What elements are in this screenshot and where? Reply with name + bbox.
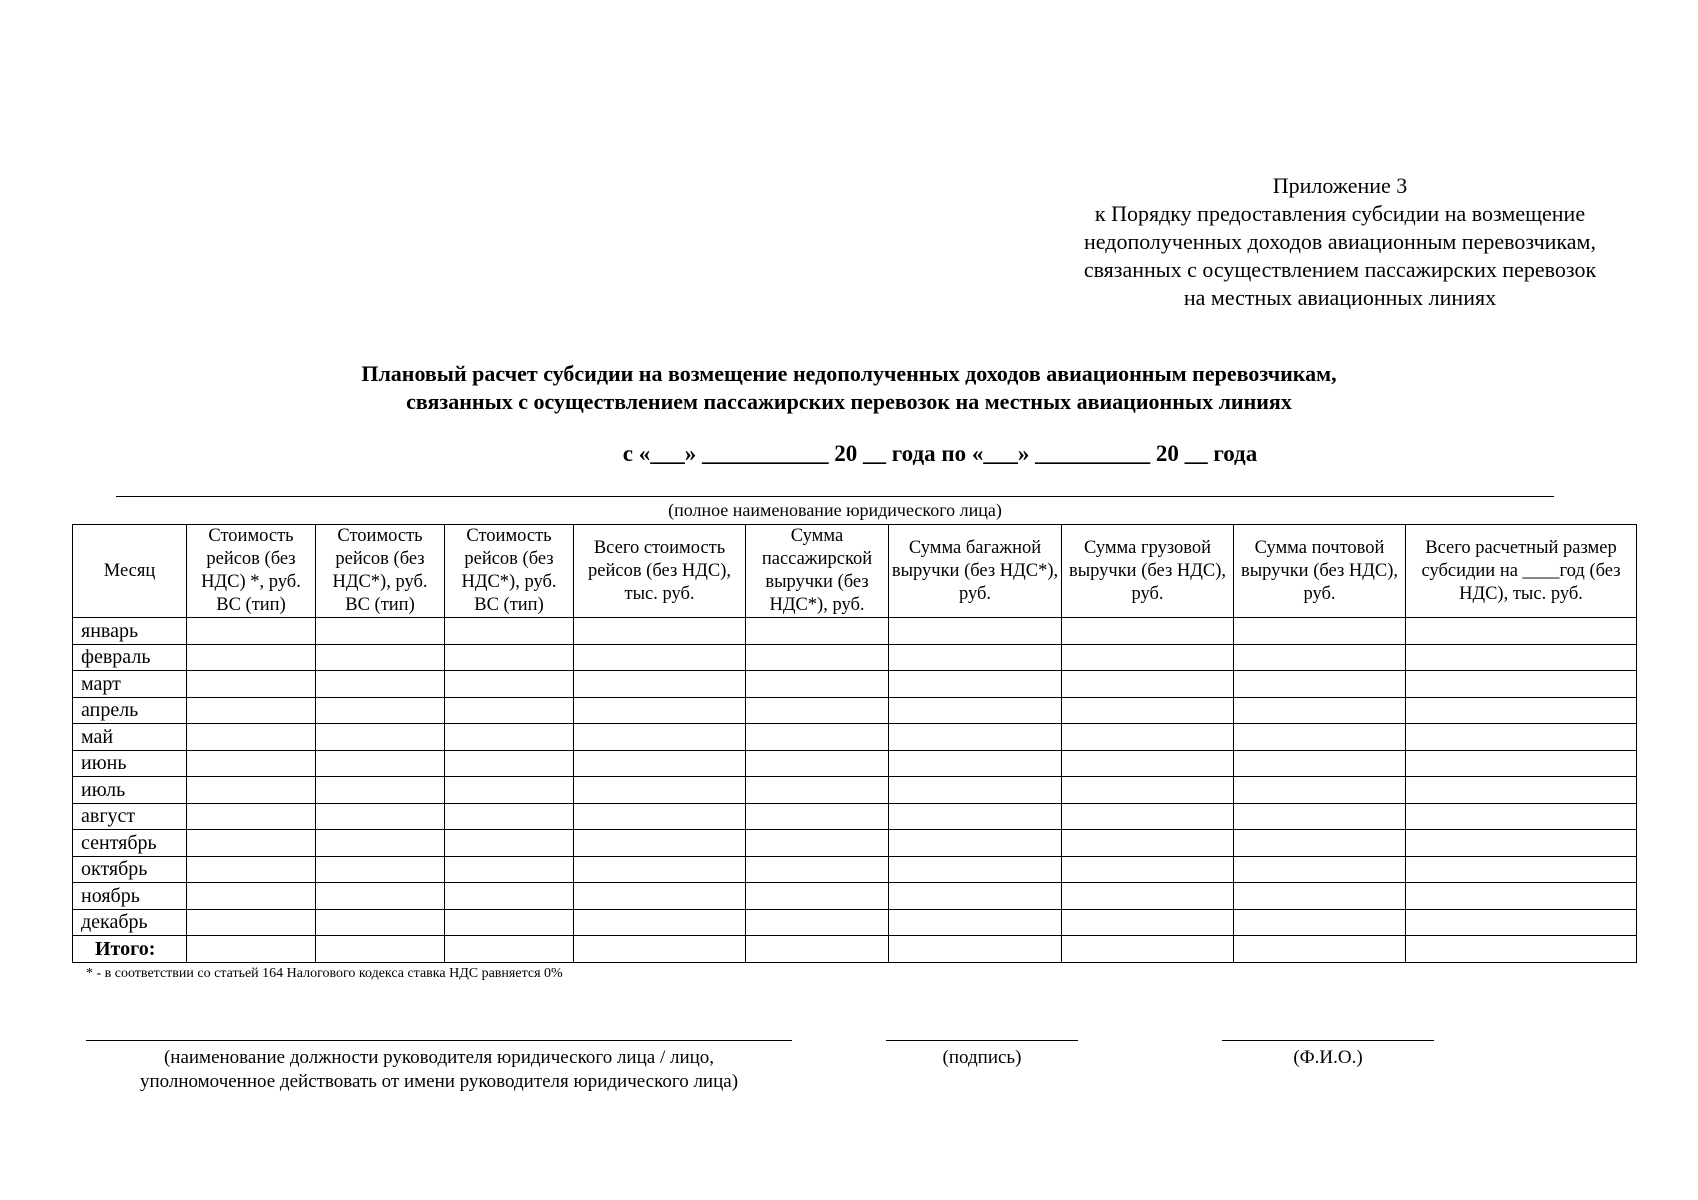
input-cell[interactable] xyxy=(187,644,316,671)
month-cell: апрель xyxy=(73,697,187,724)
header-cost-3: Стоимость рейсов (без НДС*), руб. ВС (тип) xyxy=(445,525,574,618)
input-cell[interactable] xyxy=(187,883,316,910)
input-cell[interactable] xyxy=(1062,750,1234,777)
input-cell[interactable] xyxy=(1406,909,1637,936)
position-signature-line xyxy=(86,1040,792,1041)
month-cell: февраль xyxy=(73,644,187,671)
input-cell[interactable] xyxy=(1234,671,1406,698)
input-cell[interactable] xyxy=(187,750,316,777)
input-cell[interactable] xyxy=(1234,618,1406,645)
input-cell[interactable] xyxy=(187,936,316,963)
total-label: Итого: xyxy=(73,936,187,963)
input-cell[interactable] xyxy=(1406,618,1637,645)
input-cell[interactable] xyxy=(889,724,1062,751)
signature-line xyxy=(886,1040,1078,1041)
period-line: с «___» ___________ 20 __ года по «___» __________ 20 __ года xyxy=(622,441,1258,466)
month-cell: январь xyxy=(73,618,187,645)
input-cell[interactable] xyxy=(1062,803,1234,830)
input-cell[interactable] xyxy=(316,936,445,963)
header-baggage-revenue: Сумма багажной выручки (без НДС*), руб. xyxy=(889,525,1062,618)
month-cell: октябрь xyxy=(73,856,187,883)
input-cell[interactable] xyxy=(1062,671,1234,698)
input-cell[interactable] xyxy=(316,644,445,671)
month-cell: март xyxy=(73,671,187,698)
table-row xyxy=(73,644,1637,671)
appendix-line: на местных авиационных линиях xyxy=(1183,285,1497,310)
input-cell[interactable] xyxy=(889,671,1062,698)
input-cell[interactable] xyxy=(1234,644,1406,671)
input-cell[interactable] xyxy=(187,671,316,698)
input-cell[interactable] xyxy=(187,777,316,804)
input-cell[interactable] xyxy=(187,697,316,724)
input-cell[interactable] xyxy=(746,724,889,751)
input-cell[interactable] xyxy=(1062,936,1234,963)
signature-caption: (подпись) xyxy=(942,1047,1022,1068)
table-row xyxy=(73,883,1637,910)
input-cell[interactable] xyxy=(1062,697,1234,724)
input-cell[interactable] xyxy=(1234,830,1406,857)
position-caption xyxy=(86,1046,792,1094)
document-title xyxy=(0,360,1698,416)
table-row xyxy=(73,618,1637,645)
input-cell[interactable] xyxy=(187,724,316,751)
appendix-block xyxy=(1040,172,1640,312)
input-cell[interactable] xyxy=(1062,909,1234,936)
position-caption-line-2: уполномоченное действовать от имени руководителя юридического лица) xyxy=(139,1071,739,1092)
input-cell[interactable] xyxy=(574,883,746,910)
input-cell[interactable] xyxy=(1406,936,1637,963)
input-cell[interactable] xyxy=(1406,697,1637,724)
table-row xyxy=(73,856,1637,883)
input-cell[interactable] xyxy=(316,803,445,830)
input-cell[interactable] xyxy=(889,830,1062,857)
input-cell[interactable] xyxy=(445,724,574,751)
month-cell: август xyxy=(73,803,187,830)
total-row xyxy=(73,936,1637,963)
month-cell: май xyxy=(73,724,187,751)
input-cell[interactable] xyxy=(889,697,1062,724)
input-cell[interactable] xyxy=(1234,750,1406,777)
month-cell: июль xyxy=(73,777,187,804)
table-row xyxy=(73,803,1637,830)
input-cell[interactable] xyxy=(316,671,445,698)
input-cell[interactable] xyxy=(1234,883,1406,910)
input-cell[interactable] xyxy=(316,830,445,857)
table-body xyxy=(73,618,1637,963)
input-cell[interactable] xyxy=(445,909,574,936)
input-cell[interactable] xyxy=(1234,909,1406,936)
input-cell[interactable] xyxy=(746,777,889,804)
input-cell[interactable] xyxy=(445,618,574,645)
input-cell[interactable] xyxy=(1234,803,1406,830)
appendix-line: недополученных доходов авиационным перевозчикам, xyxy=(1084,229,1596,254)
table-header-row xyxy=(73,525,1637,618)
input-cell[interactable] xyxy=(1234,724,1406,751)
table-row xyxy=(73,777,1637,804)
name-caption: (Ф.И.О.) xyxy=(1293,1047,1363,1068)
input-cell[interactable] xyxy=(445,830,574,857)
table-row xyxy=(73,750,1637,777)
input-cell[interactable] xyxy=(889,644,1062,671)
org-name-caption: (полное наименование юридического лица) xyxy=(668,500,1002,520)
input-cell[interactable] xyxy=(1234,856,1406,883)
input-cell[interactable] xyxy=(889,856,1062,883)
input-cell[interactable] xyxy=(746,830,889,857)
input-cell[interactable] xyxy=(574,777,746,804)
input-cell[interactable] xyxy=(574,856,746,883)
input-cell[interactable] xyxy=(746,856,889,883)
input-cell[interactable] xyxy=(889,618,1062,645)
input-cell[interactable] xyxy=(1406,671,1637,698)
input-cell[interactable] xyxy=(316,777,445,804)
input-cell[interactable] xyxy=(445,777,574,804)
table-row xyxy=(73,830,1637,857)
input-cell[interactable] xyxy=(574,724,746,751)
input-cell[interactable] xyxy=(574,697,746,724)
input-cell[interactable] xyxy=(445,671,574,698)
input-cell[interactable] xyxy=(889,909,1062,936)
table-row xyxy=(73,724,1637,751)
input-cell[interactable] xyxy=(574,644,746,671)
input-cell[interactable] xyxy=(746,697,889,724)
input-cell[interactable] xyxy=(316,618,445,645)
header-total-cost: Всего стоимость рейсов (без НДС), тыс. руб. xyxy=(574,525,746,618)
input-cell[interactable] xyxy=(1062,883,1234,910)
month-cell: декабрь xyxy=(73,909,187,936)
input-cell[interactable] xyxy=(187,803,316,830)
input-cell[interactable] xyxy=(746,644,889,671)
header-cost-1: Стоимость рейсов (без НДС) *, руб. ВС (тип) xyxy=(187,525,316,618)
input-cell[interactable] xyxy=(187,909,316,936)
org-name-line xyxy=(116,496,1554,497)
input-cell[interactable] xyxy=(445,936,574,963)
appendix-line: связанных с осуществлением пассажирских перевозок xyxy=(1083,257,1597,282)
input-cell[interactable] xyxy=(1406,856,1637,883)
header-month: Месяц xyxy=(73,525,187,618)
input-cell[interactable] xyxy=(889,750,1062,777)
title-line-1: Плановый расчет субсидии на возмещение недополученных доходов авиационным перевозчикам, xyxy=(361,361,1337,386)
input-cell[interactable] xyxy=(1406,644,1637,671)
month-cell: ноябрь xyxy=(73,883,187,910)
header-passenger-revenue: Сумма пассажирской выручки (без НДС*), руб. xyxy=(746,525,889,618)
input-cell[interactable] xyxy=(1062,724,1234,751)
input-cell[interactable] xyxy=(746,803,889,830)
input-cell[interactable] xyxy=(1062,830,1234,857)
subsidy-table xyxy=(72,524,1637,963)
input-cell[interactable] xyxy=(1062,777,1234,804)
input-cell[interactable] xyxy=(1234,777,1406,804)
input-cell[interactable] xyxy=(574,750,746,777)
input-cell[interactable] xyxy=(445,803,574,830)
input-cell[interactable] xyxy=(574,936,746,963)
table-row xyxy=(73,697,1637,724)
input-cell[interactable] xyxy=(445,697,574,724)
input-cell[interactable] xyxy=(1406,803,1637,830)
title-line-2: связанных с осуществлением пассажирских перевозок на местных авиационных линиях xyxy=(406,389,1292,414)
month-cell: сентябрь xyxy=(73,830,187,857)
header-mail-revenue: Сумма почтовой выручки (без НДС), руб. xyxy=(1234,525,1406,618)
name-signature-line xyxy=(1222,1040,1434,1041)
table-row xyxy=(73,909,1637,936)
input-cell[interactable] xyxy=(889,803,1062,830)
input-cell[interactable] xyxy=(187,856,316,883)
input-cell[interactable] xyxy=(316,883,445,910)
input-cell[interactable] xyxy=(445,883,574,910)
input-cell[interactable] xyxy=(574,618,746,645)
input-cell[interactable] xyxy=(1406,724,1637,751)
input-cell[interactable] xyxy=(746,909,889,936)
input-cell[interactable] xyxy=(316,909,445,936)
input-cell[interactable] xyxy=(746,750,889,777)
appendix-line: Приложение 3 xyxy=(1272,173,1408,198)
position-caption-line-1: (наименование должности руководителя юридического лица / лицо, xyxy=(163,1047,715,1068)
input-cell[interactable] xyxy=(445,856,574,883)
input-cell[interactable] xyxy=(1062,856,1234,883)
input-cell[interactable] xyxy=(316,750,445,777)
input-cell[interactable] xyxy=(746,883,889,910)
input-cell[interactable] xyxy=(1062,644,1234,671)
header-cargo-revenue: Сумма грузовой выручки (без НДС), руб. xyxy=(1062,525,1234,618)
input-cell[interactable] xyxy=(187,618,316,645)
input-cell[interactable] xyxy=(889,936,1062,963)
input-cell[interactable] xyxy=(574,671,746,698)
input-cell[interactable] xyxy=(1062,618,1234,645)
header-cost-2: Стоимость рейсов (без НДС*), руб. ВС (тип) xyxy=(316,525,445,618)
footnote: * - в соответствии со статьей 164 Налогового кодекса ставка НДС равняется 0% xyxy=(86,966,563,981)
input-cell[interactable] xyxy=(187,830,316,857)
input-cell[interactable] xyxy=(1234,936,1406,963)
input-cell[interactable] xyxy=(1234,697,1406,724)
input-cell[interactable] xyxy=(574,909,746,936)
input-cell[interactable] xyxy=(316,697,445,724)
input-cell[interactable] xyxy=(1406,750,1637,777)
input-cell[interactable] xyxy=(746,618,889,645)
input-cell[interactable] xyxy=(1406,777,1637,804)
header-subsidy-total: Всего расчетный размер субсидии на ____год (без НДС), тыс. руб. xyxy=(1406,525,1637,618)
appendix-line: к Порядку предоставления субсидии на возмещение xyxy=(1094,201,1586,226)
input-cell[interactable] xyxy=(889,883,1062,910)
input-cell[interactable] xyxy=(316,724,445,751)
input-cell[interactable] xyxy=(746,671,889,698)
input-cell[interactable] xyxy=(1406,883,1637,910)
month-cell: июнь xyxy=(73,750,187,777)
input-cell[interactable] xyxy=(445,644,574,671)
input-cell[interactable] xyxy=(574,830,746,857)
input-cell[interactable] xyxy=(574,803,746,830)
input-cell[interactable] xyxy=(445,750,574,777)
input-cell[interactable] xyxy=(746,936,889,963)
input-cell[interactable] xyxy=(1406,830,1637,857)
input-cell[interactable] xyxy=(316,856,445,883)
input-cell[interactable] xyxy=(889,777,1062,804)
table-row xyxy=(73,671,1637,698)
